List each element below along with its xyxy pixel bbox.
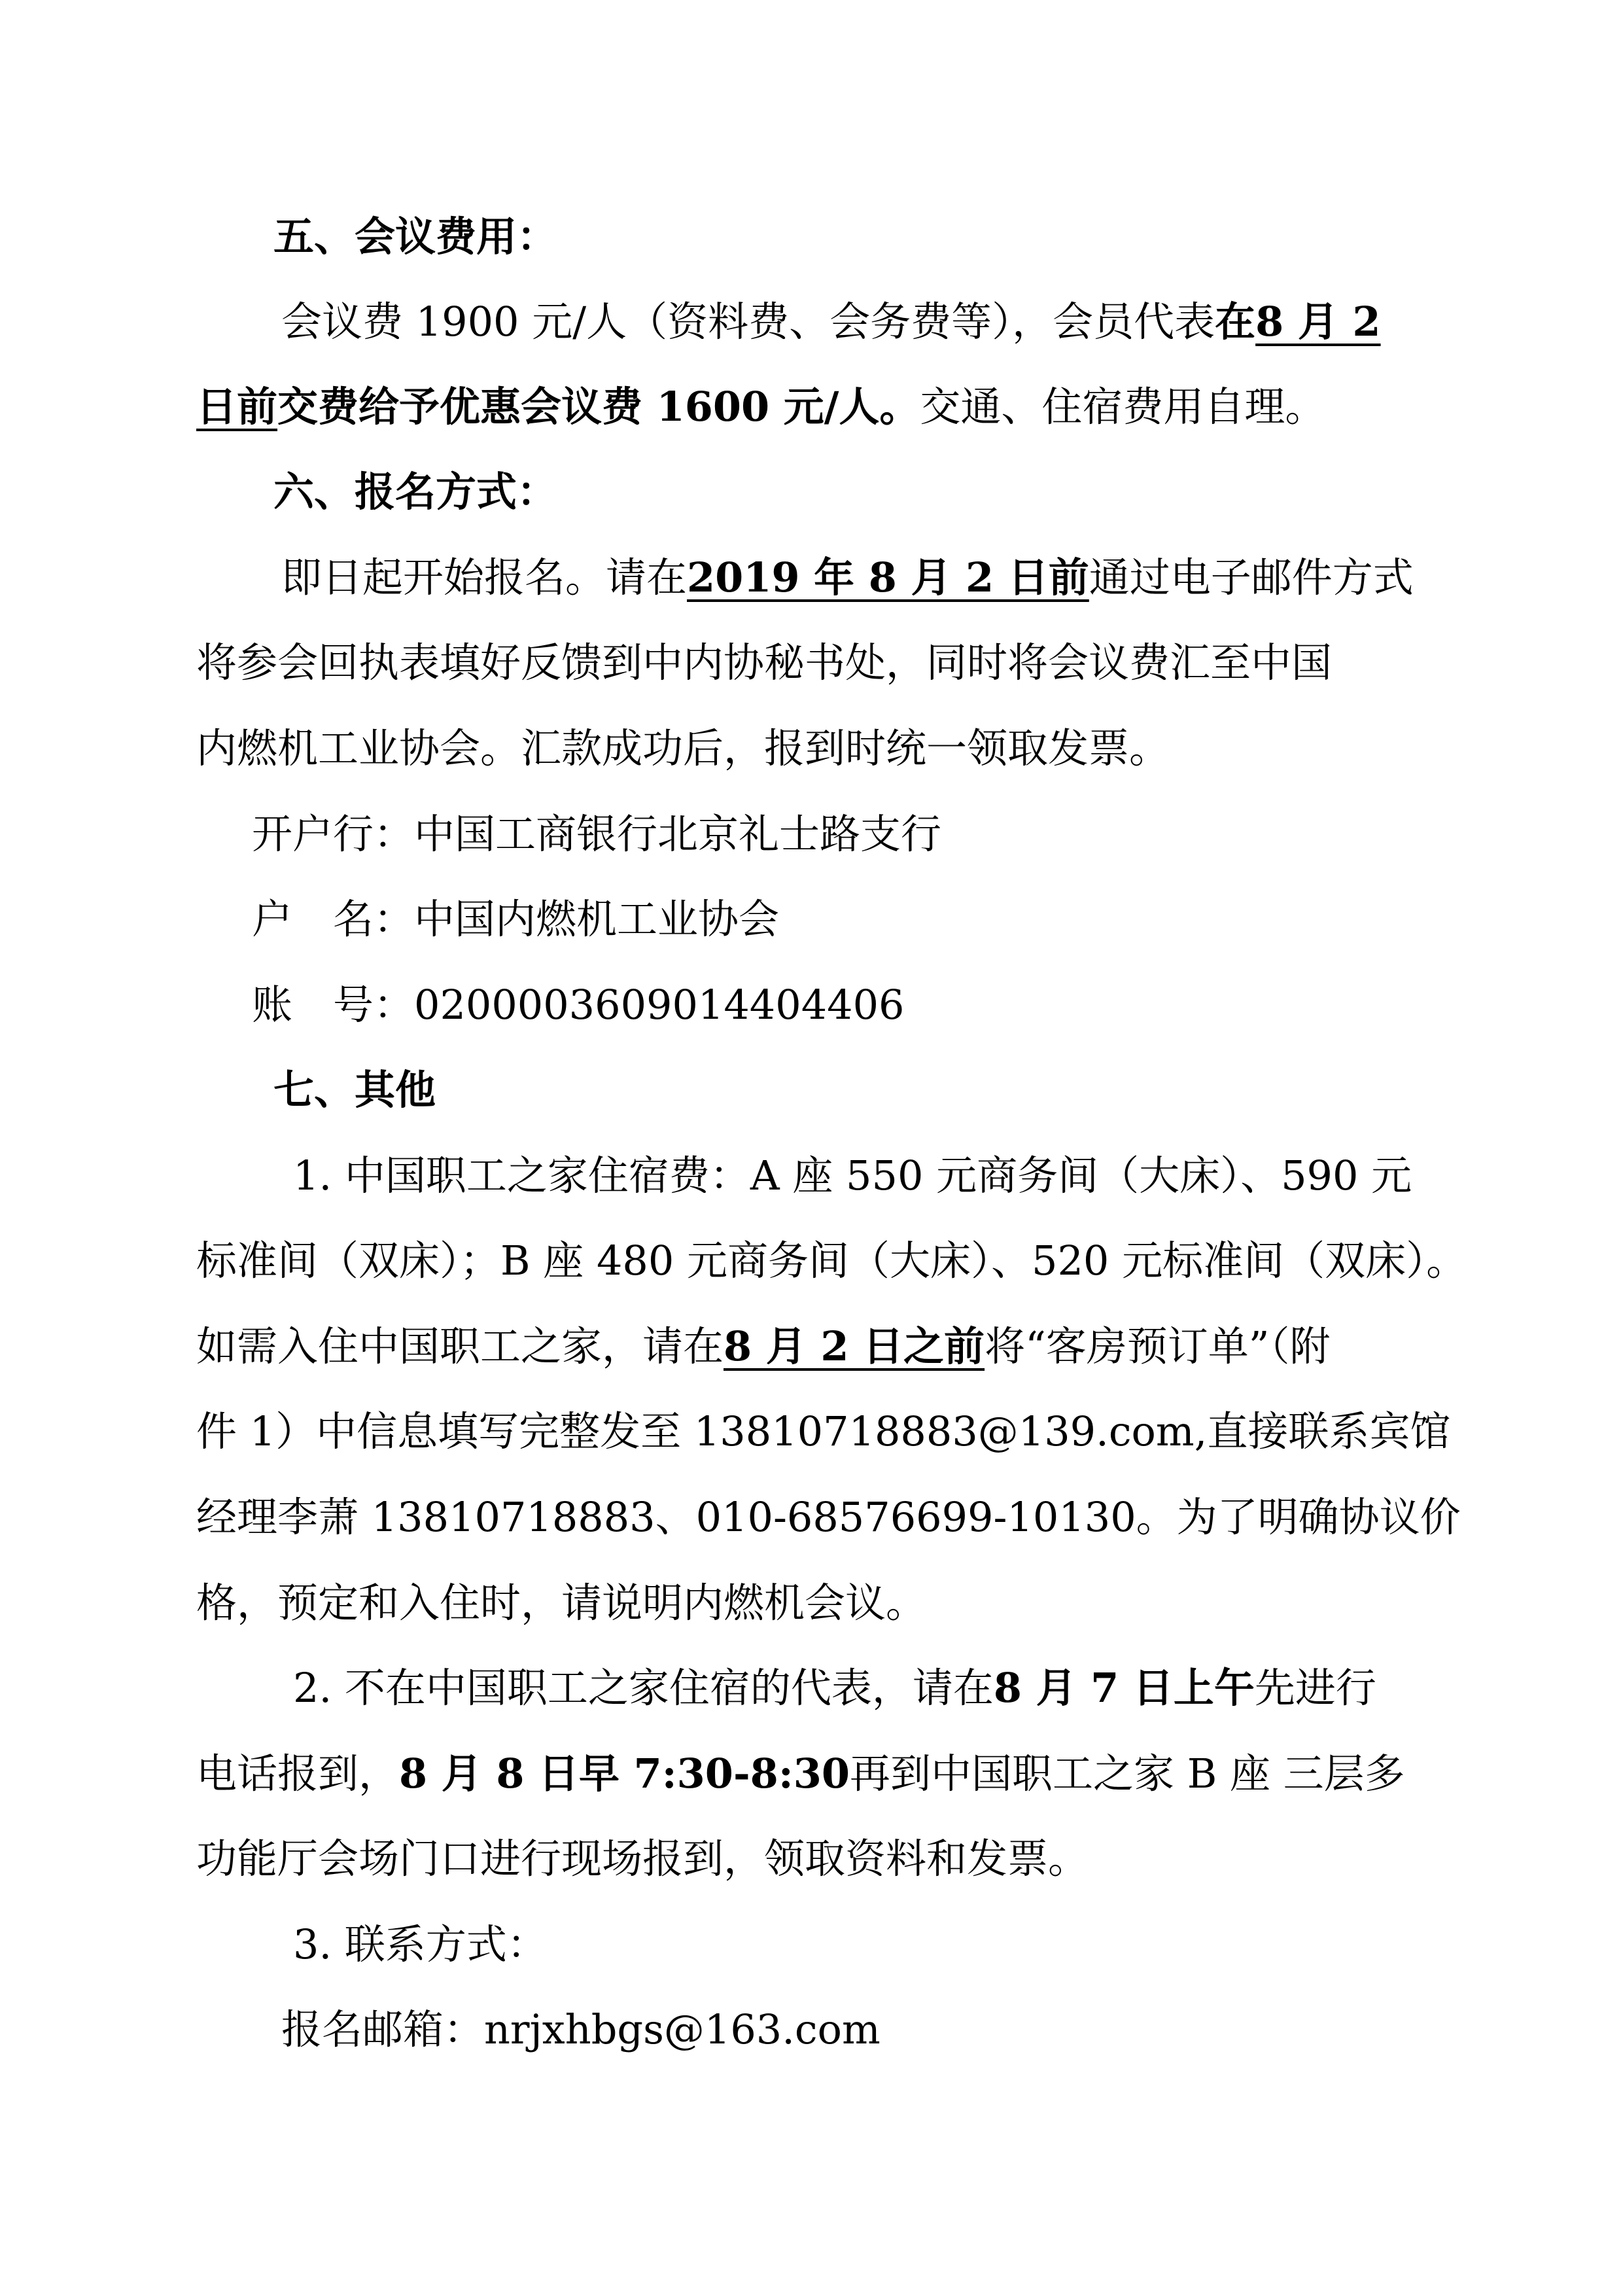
section-5-line-2 <box>0 381 1623 433</box>
registration-deadline: 2019 年 8 月 2 日前 <box>687 554 1089 601</box>
section-7-heading-text: 七、其他 <box>273 1066 436 1114</box>
section-6-heading-text: 六、报名方式： <box>273 468 558 516</box>
item-1-text-1: 1. 中国职工之家住宿费：A 座 550 元商务间（大床）、590 元 <box>293 1152 1412 1199</box>
item-1-line-4 <box>0 1405 1623 1458</box>
item-2-text-1c: 先进行 <box>1254 1664 1376 1712</box>
item-3-text: 3. 联系方式： <box>293 1920 548 1968</box>
item-1-line-3 <box>0 1320 1623 1373</box>
section-6-line-1 <box>0 552 1623 604</box>
item-1-text-5: 经理李萧 13810718883、010-68576699-10130。为了明确协议价 <box>196 1493 1461 1541</box>
section-5-heading-text: 五、会议费用： <box>273 213 558 260</box>
registration-text-2: 将参会回执表填好反馈到中内协秘书处，同时将会议费汇至中国 <box>196 639 1333 686</box>
item-1-line-2 <box>0 1235 1623 1287</box>
fee-deadline-text: 8 月 2 <box>1255 298 1381 345</box>
fee-bold-text: 在 <box>1215 298 1256 345</box>
registration-text: 即日起开始报名。请在 <box>281 554 688 601</box>
self-pay-text: 交通、住宿费用自理。 <box>920 383 1326 431</box>
item-1-text-2: 标准间（双床）；B 座 480 元商务间（大床）、520 元标准间（双床）。 <box>196 1237 1467 1284</box>
phone-checkin-time: 8 月 7 日上午 <box>993 1664 1255 1712</box>
item-2-text-1a: 2. 不在中国职工之家住宿的代表，请在 <box>293 1664 994 1712</box>
item-2-line-1 <box>0 1662 1623 1714</box>
item-2-line-3 <box>0 1833 1623 1885</box>
bank-text: 开户行：中国工商银行北京礼士路支行 <box>252 810 942 858</box>
item-1-text-4: 件 1）中信息填写完整发至 13810718883@139.com,直接联系宾馆 <box>196 1407 1451 1455</box>
item-1-text-3a: 如需入住中国职工之家，请在 <box>196 1322 724 1370</box>
account-number-line <box>0 979 1623 1031</box>
email-line <box>0 2004 1623 2056</box>
item-2-text-2c: 再到中国职工之家 B 座 三层多 <box>849 1750 1405 1797</box>
account-name-text: 户 名：中国内燃机工业协会 <box>252 895 780 943</box>
fee-deadline-continued: 日前 <box>196 383 278 431</box>
section-6-heading <box>0 466 1623 518</box>
email-text: 报名邮箱：nrjxhbgs@163.com <box>281 2005 881 2053</box>
registration-method: 通过电子邮件方式 <box>1089 554 1414 601</box>
item-2-text-2a: 电话报到， <box>196 1750 400 1797</box>
item-3-line <box>0 1918 1623 1971</box>
account-name-line <box>0 893 1623 945</box>
fee-text: 会议费 1900 元/人（资料费、会务费等），会员代表 <box>281 298 1215 345</box>
section-5-line-1 <box>0 296 1623 348</box>
item-2-text-3: 功能厅会场门口进行现场报到，领取资料和发票。 <box>196 1835 1089 1882</box>
bank-line <box>0 808 1623 860</box>
item-1-text-6: 格，预定和入住时，请说明内燃机会议。 <box>196 1579 927 1627</box>
item-1-line-5 <box>0 1491 1623 1544</box>
item-1-line-6 <box>0 1577 1623 1629</box>
account-number-text: 账 号：0200003609014404406 <box>252 981 905 1029</box>
section-7-heading <box>0 1064 1623 1116</box>
hotel-deadline: 8 月 2 日之前 <box>724 1322 985 1370</box>
section-6-line-3 <box>0 722 1623 775</box>
registration-text-3: 内燃机工业协会。汇款成功后，报到时统一领取发票。 <box>196 724 1170 772</box>
onsite-checkin-time: 8 月 8 日早 7:30-8:30 <box>399 1750 850 1797</box>
section-5-heading <box>0 211 1623 263</box>
item-1-text-3c: 将“客房预订单”（附 <box>985 1322 1331 1370</box>
item-1-line-1 <box>0 1150 1623 1202</box>
section-6-line-2 <box>0 637 1623 689</box>
item-2-line-2 <box>0 1748 1623 1800</box>
discount-text: 交费给予优惠会议费 1600 元/人。 <box>277 383 920 431</box>
